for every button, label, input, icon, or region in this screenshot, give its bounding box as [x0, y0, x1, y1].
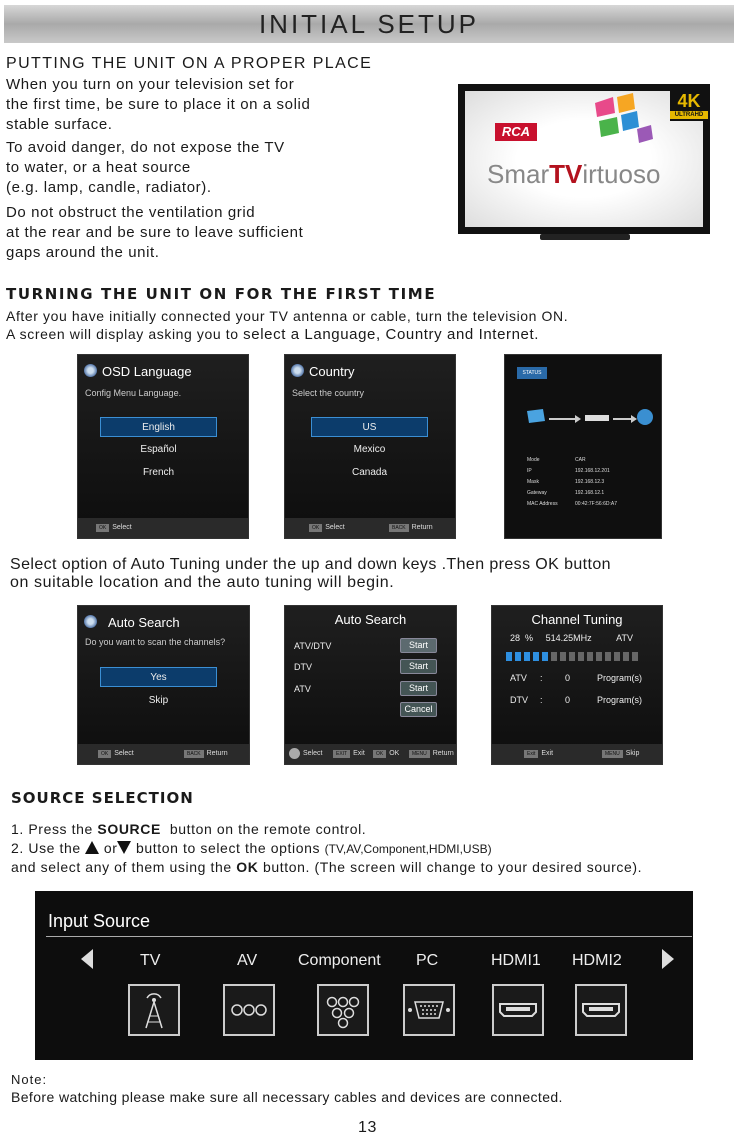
- scan-yes-option[interactable]: Yes: [100, 667, 217, 687]
- input-source-panel: [35, 891, 693, 1060]
- down-arrow-icon: [117, 841, 131, 854]
- settings-gear-icon: [84, 615, 97, 628]
- component-jacks-icon[interactable]: [317, 984, 369, 1036]
- scan-skip-option[interactable]: Skip: [148, 695, 169, 706]
- screen-title: Country: [309, 364, 355, 379]
- tv-stand: [540, 234, 630, 240]
- network-diagram-icon: [523, 405, 653, 435]
- source-label-hdmi1[interactable]: HDMI1: [491, 952, 541, 969]
- tuning-line1: Select option of Auto Tuning under the up and down keys .Then press OK button: [10, 556, 611, 573]
- country-option-us[interactable]: US: [311, 417, 428, 437]
- country-option-mexico[interactable]: Mexico: [353, 444, 386, 455]
- progress-cell: [506, 652, 512, 661]
- progress-cell: [542, 652, 548, 661]
- progress-cell: [551, 652, 557, 661]
- progress-cell: [524, 652, 530, 661]
- panel-title: Input Source: [48, 911, 151, 931]
- progress-cell: [605, 652, 611, 661]
- source-step2: 2. Use the or button to select the options (TV,AV,Component,HDMI,USB): [11, 840, 492, 856]
- progress-cell: [578, 652, 584, 661]
- source-label-av[interactable]: AV: [237, 952, 258, 969]
- placement-heading: PUTTING THE UNIT ON A PROPER PLACE: [6, 55, 373, 72]
- placement-line: to water, or a heat source: [6, 159, 191, 176]
- country-screen: [284, 354, 456, 539]
- screen-footer: Exit Exit MENU Skip: [492, 744, 662, 764]
- screen-subtitle: Select the country: [292, 388, 365, 398]
- source-label-hdmi2[interactable]: HDMI2: [572, 952, 622, 969]
- auto-search-screen: [284, 605, 457, 765]
- source-step3: and select any of them using the OK button. (The screen will change to your desired source).: [11, 859, 643, 875]
- colorful-windows-icon: [585, 93, 665, 153]
- placement-line: (e.g. lamp, candle, radiator).: [6, 179, 212, 196]
- smart-tv-logo: SmarTVirtuoso: [487, 159, 661, 189]
- source-label-component[interactable]: Component: [298, 952, 381, 969]
- progress-cell: [614, 652, 620, 661]
- placement-line: stable surface.: [6, 116, 113, 133]
- vga-port-icon[interactable]: [403, 984, 455, 1036]
- panel-divider: [46, 936, 692, 937]
- source-label-pc[interactable]: PC: [416, 952, 439, 969]
- language-option-french[interactable]: French: [142, 467, 175, 478]
- start-dtv-button[interactable]: Start: [400, 659, 437, 674]
- first-time-line1: After you have initially connected your TV antenna or cable, turn the television ON.: [6, 308, 569, 324]
- tuning-status: 28 % 514.25MHz ATV: [510, 633, 633, 643]
- up-arrow-icon: [85, 841, 99, 854]
- hdmi2-port-icon[interactable]: [575, 984, 627, 1036]
- progress-cell: [533, 652, 539, 661]
- progress-cell: [569, 652, 575, 661]
- placement-line: When you turn on your television set for: [6, 76, 295, 93]
- screen-title: Auto Search: [108, 615, 180, 630]
- screen-footer: OK Select BACK Return: [78, 744, 249, 764]
- source-heading: SOURCE SELECTION: [11, 789, 194, 807]
- note-label: Note:: [11, 1072, 48, 1087]
- search-row-dtv: DTV: [294, 662, 312, 672]
- language-option-english[interactable]: English: [100, 417, 217, 437]
- progress-cell: [623, 652, 629, 661]
- progress-cell: [560, 652, 566, 661]
- placement-line: Do not obstruct the ventilation grid: [6, 204, 256, 221]
- cancel-button[interactable]: Cancel: [400, 702, 437, 717]
- network-status-screen: [504, 354, 662, 539]
- tv-image: [458, 84, 710, 234]
- rca-logo: RCA: [495, 123, 537, 141]
- page-banner: INITIAL SETUP: [4, 5, 734, 43]
- country-option-canada[interactable]: Canada: [351, 467, 388, 478]
- auto-search-confirm-screen: [77, 605, 250, 765]
- screen-title: OSD Language: [102, 364, 192, 379]
- start-atv-button[interactable]: Start: [400, 681, 437, 696]
- tuning-line2: on suitable location and the auto tuning will begin.: [10, 574, 395, 591]
- right-arrow-icon[interactable]: [662, 949, 674, 969]
- screen-subtitle: Config Menu Language.: [85, 388, 182, 398]
- screen-footer: OK Select BACK Return: [285, 518, 455, 538]
- screen-title: Auto Search: [334, 612, 407, 627]
- progress-cell: [596, 652, 602, 661]
- settings-gear-icon: [291, 364, 304, 377]
- tuning-progress-bar: [506, 652, 641, 664]
- placement-line: at the rear and be sure to leave sufficient: [6, 224, 304, 241]
- dtv-count-row: DTV : 0 Program(s): [510, 695, 643, 705]
- search-row-atv: ATV: [294, 684, 311, 694]
- antenna-icon[interactable]: [128, 984, 180, 1036]
- av-rca-jacks-icon[interactable]: [223, 984, 275, 1036]
- osd-language-screen: [77, 354, 249, 539]
- first-time-heading: TURNING THE UNIT ON FOR THE FIRST TIME: [6, 285, 437, 303]
- hdmi1-port-icon[interactable]: [492, 984, 544, 1036]
- screen-footer: OK Select: [78, 518, 248, 538]
- progress-cell: [515, 652, 521, 661]
- source-label-tv[interactable]: TV: [140, 952, 161, 969]
- screen-title: Channel Tuning: [531, 612, 623, 627]
- placement-line: To avoid danger, do not expose the TV: [6, 139, 285, 156]
- settings-gear-icon: [84, 364, 97, 377]
- screen-footer: Select EXIT Exit OK OK MENU Return: [285, 744, 456, 764]
- first-time-line2: A screen will display asking you to select a Language, Country and Internet.: [6, 326, 540, 343]
- 4k-badge: 4K ULTRAHD: [670, 91, 708, 121]
- language-option-espanol[interactable]: Español: [140, 444, 177, 455]
- placement-line: the first time, be sure to place it on a solid: [6, 96, 311, 113]
- left-arrow-icon[interactable]: [81, 949, 93, 969]
- placement-line: gaps around the unit.: [6, 244, 160, 261]
- note-text: Before watching please make sure all necessary cables and devices are connected.: [11, 1089, 563, 1105]
- page-number: 13: [358, 1119, 377, 1136]
- status-tab[interactable]: STATUS: [517, 367, 547, 379]
- screen-subtitle: Do you want to scan the channels?: [85, 637, 226, 647]
- dpad-icon: [289, 748, 300, 759]
- network-info: Mode CAR IP 192.168.12.201 Mask 192.168.12.3 Gateway 192.168.12.1 MAC Address 00:42:7F:56:6D:A7: [527, 457, 617, 507]
- source-step1: 1. Press the SOURCE button on the remote control.: [11, 821, 367, 837]
- progress-cell: [632, 652, 638, 661]
- atv-count-row: ATV : 0 Program(s): [510, 673, 643, 683]
- channel-tuning-screen: [491, 605, 663, 765]
- start-atvdtv-button[interactable]: Start: [400, 638, 437, 653]
- search-row-atvdtv: ATV/DTV: [294, 641, 332, 651]
- progress-cell: [587, 652, 593, 661]
